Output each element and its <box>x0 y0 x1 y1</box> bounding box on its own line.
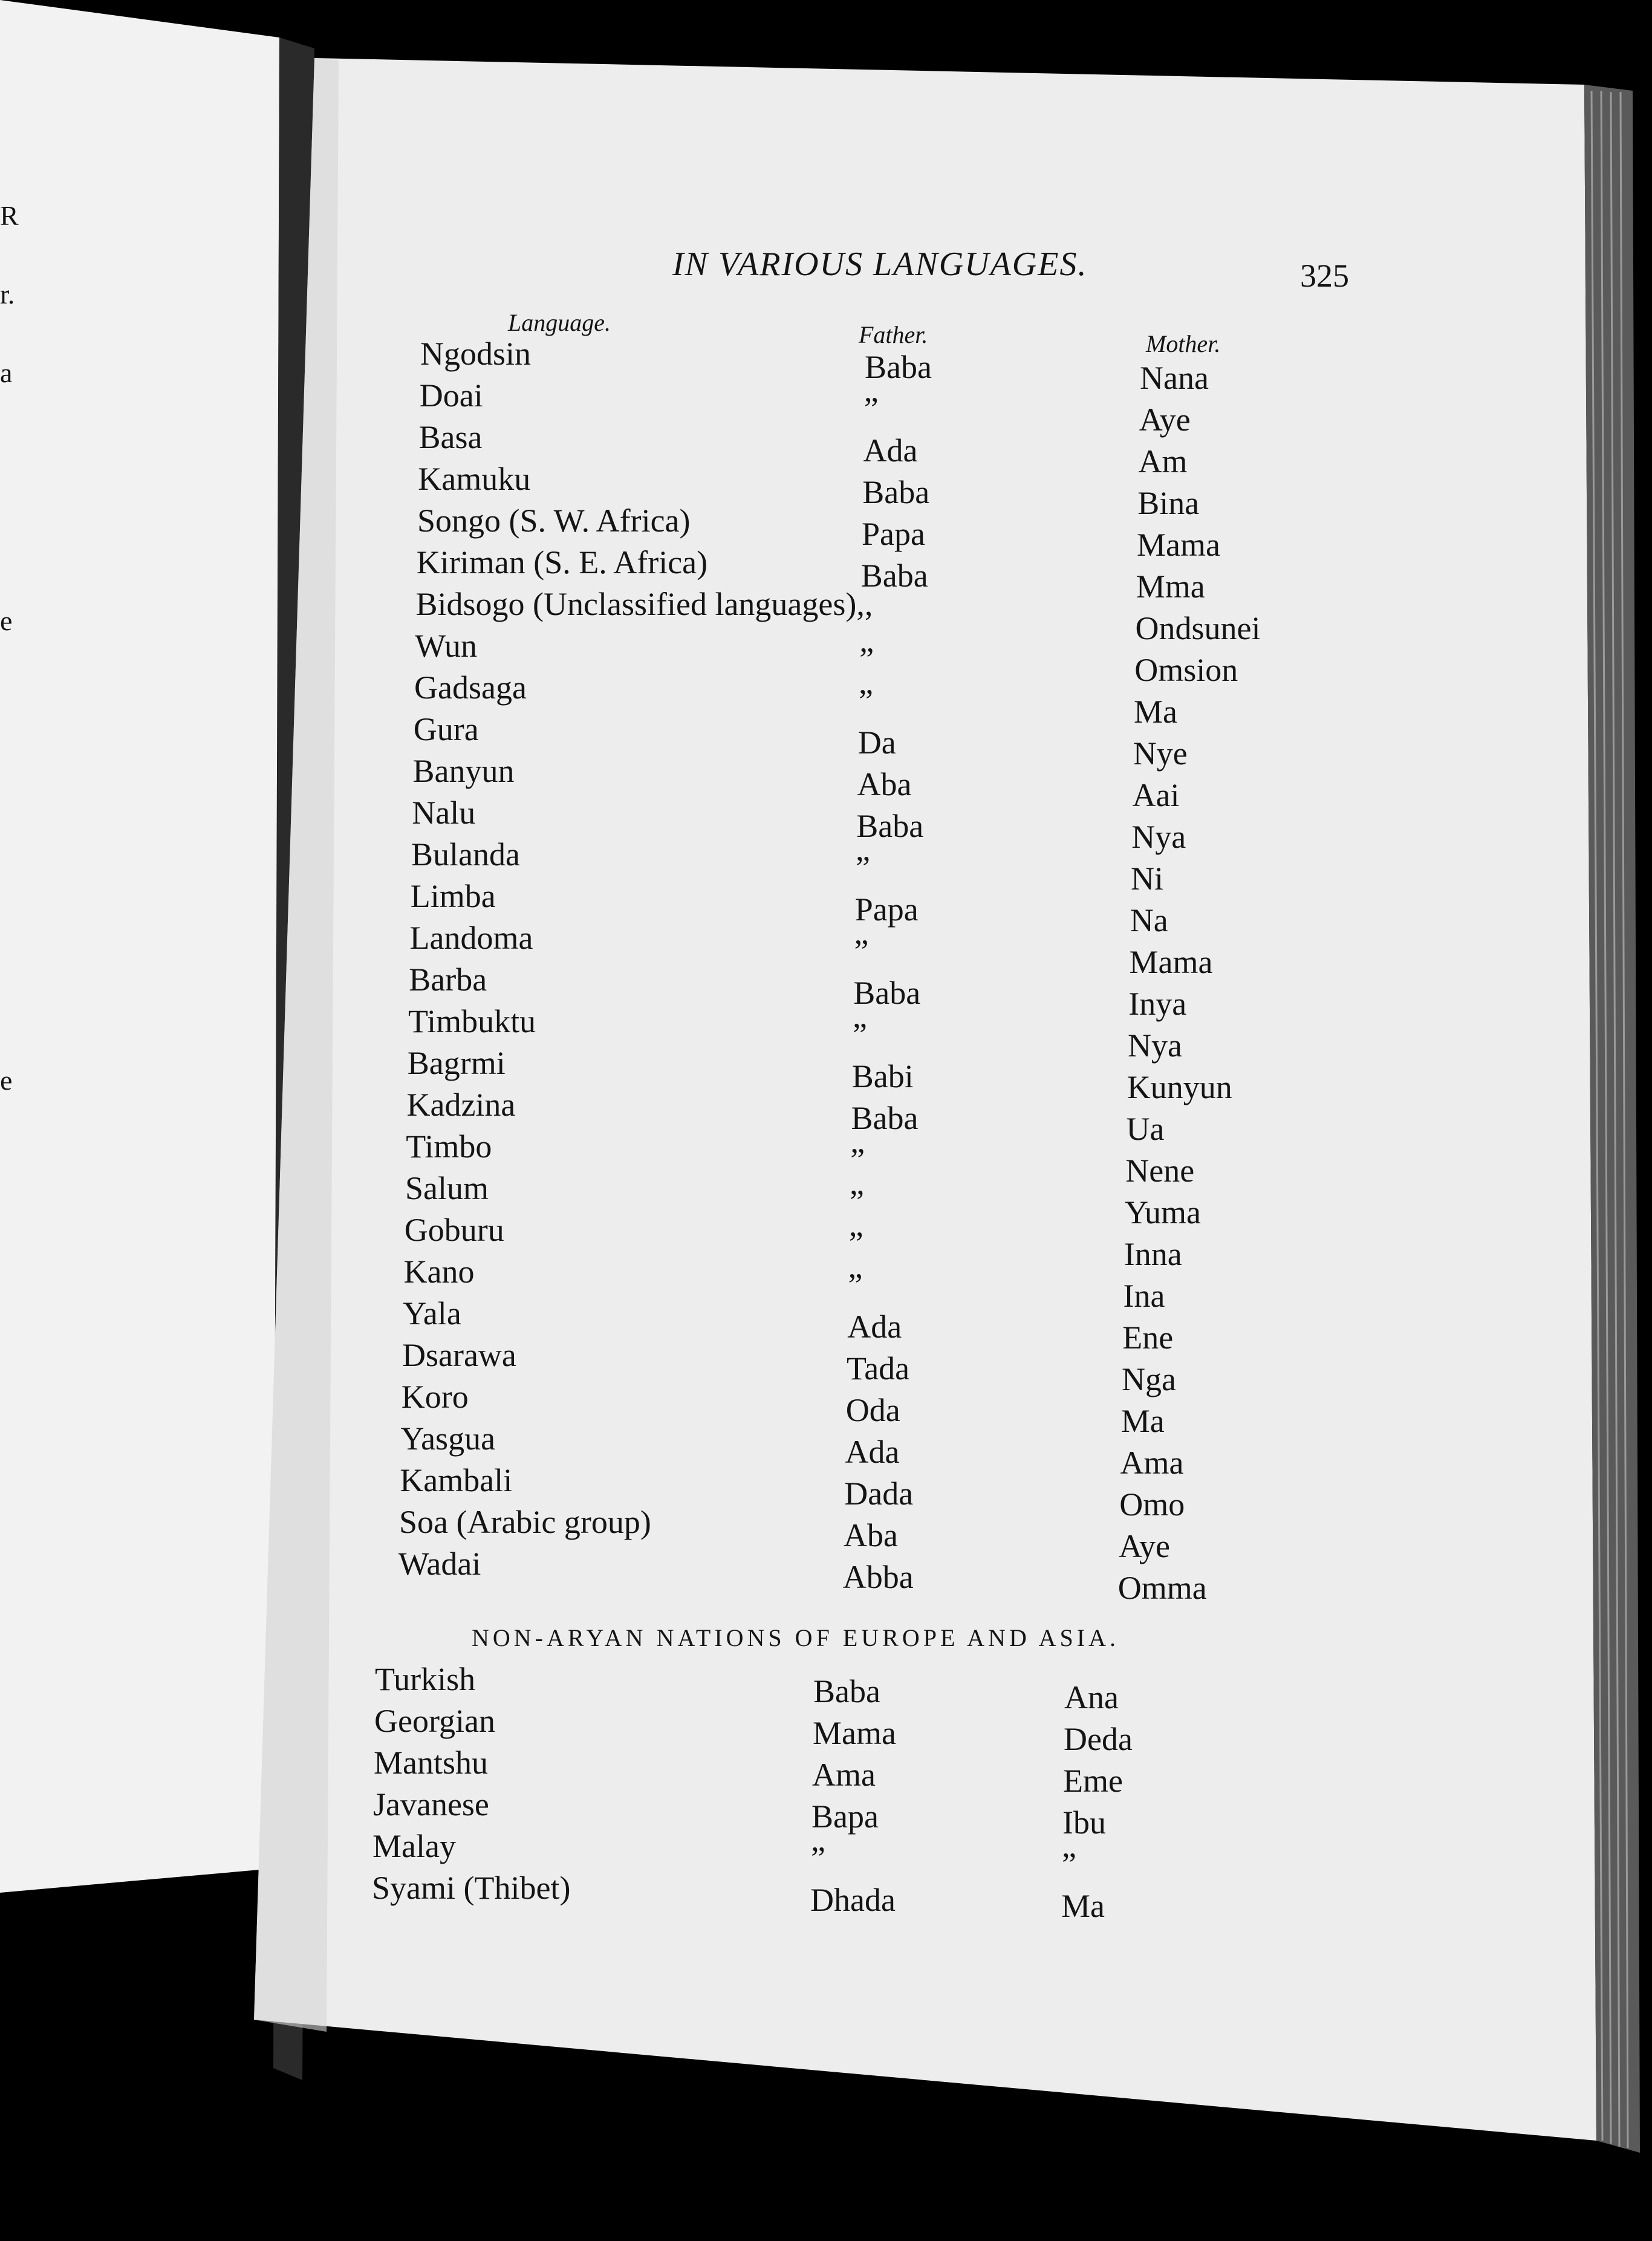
row-mother-cell: Nga <box>1122 1361 1176 1397</box>
row-mother-cell: Ma <box>1134 694 1177 730</box>
row-mother-cell: Nene <box>1125 1153 1195 1189</box>
row-language-cell: Bulanda <box>411 836 520 873</box>
row-father-cell: Papa <box>862 516 925 552</box>
row-mother-cell: Nye <box>1133 735 1188 772</box>
row-language-cell: Nalu <box>412 795 476 831</box>
row-father-cell: ” <box>850 1142 865 1178</box>
row-mother-cell: Inya <box>1128 986 1187 1022</box>
column-heading-language: Language. <box>508 309 611 336</box>
row-language-cell: Timbo <box>406 1128 492 1165</box>
row-father-cell: Babi <box>851 1058 914 1094</box>
row-language-cell: Doai <box>419 377 483 414</box>
left-page-fragment: e <box>0 605 13 636</box>
row-father-cell: Bapa <box>811 1798 879 1835</box>
row-mother-cell: Aye <box>1139 402 1191 438</box>
row-mother-cell: Am <box>1138 443 1188 480</box>
row-language-cell: Goburu <box>404 1212 504 1248</box>
row-mother-cell: Ene <box>1122 1319 1174 1356</box>
row-father-cell: Ada <box>847 1309 902 1345</box>
left-page-fragment: e <box>0 1065 13 1096</box>
row-mother-cell: Ana <box>1064 1679 1119 1716</box>
row-language-cell: Songo (S. W. Africa) <box>417 503 691 539</box>
row-language-cell: Salum <box>405 1170 489 1206</box>
row-language-cell: Banyun <box>412 753 515 789</box>
row-language-cell: Wun <box>415 628 478 664</box>
row-father-cell: ” <box>853 1016 867 1053</box>
row-language-cell: Malay <box>372 1828 456 1864</box>
row-language-cell: Turkish <box>375 1661 476 1697</box>
row-language-cell: Bagrmi <box>407 1045 506 1081</box>
left-page-fragment: r. <box>0 279 15 310</box>
row-father-cell: Ada <box>845 1434 900 1470</box>
row-language-cell: Soa (Arabic group) <box>399 1504 651 1540</box>
row-mother-cell: Yuma <box>1125 1194 1201 1231</box>
row-father-cell: Ada <box>863 432 918 469</box>
row-father-cell: ” <box>811 1840 825 1876</box>
row-language-cell: Georgian <box>374 1703 495 1739</box>
row-language-cell: Syami (Thibet) <box>372 1870 571 1906</box>
left-page-fragment: a <box>0 357 13 388</box>
row-mother-cell: Ma <box>1061 1888 1105 1924</box>
row-father-cell: Tada <box>847 1350 910 1387</box>
row-father-cell: Dada <box>844 1475 914 1512</box>
row-mother-cell: Ma <box>1120 1403 1165 1439</box>
row-mother-cell: Mama <box>1137 527 1220 563</box>
row-mother-cell: Nya <box>1128 1027 1182 1064</box>
row-mother-cell: Aye <box>1119 1528 1171 1564</box>
row-language-cell: Timbuktu <box>408 1003 536 1039</box>
row-father-cell: Papa <box>854 891 919 928</box>
row-language-cell: Barba <box>409 961 487 998</box>
row-mother-cell: Mma <box>1136 568 1205 605</box>
row-mother-cell: Inna <box>1124 1236 1182 1272</box>
row-language-cell: Ngodsin <box>420 336 532 372</box>
left-page-fragment: R <box>0 200 19 231</box>
row-language-cell: Kano <box>403 1254 475 1290</box>
row-father-cell: Baba <box>862 474 930 510</box>
row-language-cell: Gura <box>413 711 479 747</box>
row-language-cell: Bidsogo (Unclassified languages),, <box>415 586 873 622</box>
row-mother-cell: Deda <box>1064 1721 1133 1757</box>
row-language-cell: Kamuku <box>418 461 531 497</box>
page-number: 325 <box>1300 258 1349 294</box>
row-mother-cell: Ama <box>1120 1445 1184 1481</box>
row-father-cell: ” <box>850 1183 864 1220</box>
row-language-cell: Mantshu <box>374 1745 488 1781</box>
row-mother-cell: Bina <box>1137 485 1200 521</box>
row-language-cell: Koro <box>401 1379 469 1415</box>
row-father-cell: Baba <box>851 1100 919 1136</box>
row-language-cell: Limba <box>410 878 496 914</box>
row-father-cell: Baba <box>860 558 928 594</box>
row-father-cell: ” <box>859 683 873 719</box>
row-mother-cell: Kunyun <box>1127 1069 1232 1105</box>
row-father-cell: ” <box>863 391 879 427</box>
row-mother-cell: Na <box>1130 902 1168 938</box>
row-language-cell: Dsarawa <box>402 1337 516 1373</box>
column-heading-father: Father. <box>859 321 928 348</box>
row-language-cell: Javanese <box>373 1786 489 1823</box>
row-mother-cell: Eme <box>1063 1763 1123 1799</box>
row-father-cell: Aba <box>844 1517 898 1553</box>
row-mother-cell: Nana <box>1140 360 1209 396</box>
row-language-cell: Kadzina <box>406 1087 516 1123</box>
row-mother-cell: Ondsunei <box>1135 610 1261 646</box>
row-father-cell: ” <box>854 933 869 969</box>
row-mother-cell: ” <box>1062 1846 1076 1882</box>
row-mother-cell: Omo <box>1119 1486 1185 1523</box>
row-language-cell: Kiriman (S. E. Africa) <box>416 544 708 581</box>
row-language-cell: Wadai <box>398 1546 481 1582</box>
row-mother-cell: Omma <box>1117 1570 1207 1606</box>
left-page <box>0 0 279 1893</box>
row-father-cell: Baba <box>853 975 921 1011</box>
section-heading: NON-ARYAN NATIONS OF EUROPE AND ASIA. <box>472 1624 1119 1651</box>
row-mother-cell: Ni <box>1131 860 1163 897</box>
row-father-cell: Dhada <box>810 1882 896 1918</box>
row-father-cell: Aba <box>857 766 912 802</box>
row-mother-cell: Aai <box>1132 777 1180 813</box>
row-father-cell: Ama <box>812 1757 876 1793</box>
row-father-cell: ” <box>848 1225 863 1261</box>
running-title: IN VARIOUS LANGUAGES. <box>672 246 1088 283</box>
row-father-cell: Baba <box>813 1673 880 1709</box>
row-father-cell: ” <box>859 641 874 677</box>
row-father-cell: Da <box>857 724 896 761</box>
row-father-cell: Oda <box>845 1392 900 1428</box>
row-language-cell: Gadsaga <box>414 669 527 706</box>
row-father-cell: Mama <box>813 1715 896 1751</box>
row-mother-cell: Ua <box>1126 1111 1165 1147</box>
row-language-cell: Kambali <box>400 1462 513 1498</box>
row-language-cell: Yasgua <box>400 1420 496 1457</box>
row-mother-cell: Ibu <box>1062 1804 1106 1841</box>
row-mother-cell: Ina <box>1123 1278 1165 1314</box>
row-father-cell: Baba <box>865 349 932 385</box>
row-mother-cell: Mama <box>1129 944 1213 980</box>
row-mother-cell: Omsion <box>1134 652 1238 688</box>
row-father-cell: Baba <box>856 808 924 844</box>
column-heading-mother: Mother. <box>1146 330 1221 357</box>
row-father-cell: ” <box>848 1267 863 1303</box>
row-father-cell: ” <box>856 850 870 886</box>
row-father-cell: Abba <box>842 1559 914 1595</box>
row-mother-cell: Nya <box>1131 819 1186 855</box>
row-language-cell: Yala <box>403 1295 461 1332</box>
row-language-cell: Landoma <box>409 920 533 956</box>
row-language-cell: Basa <box>418 419 483 455</box>
